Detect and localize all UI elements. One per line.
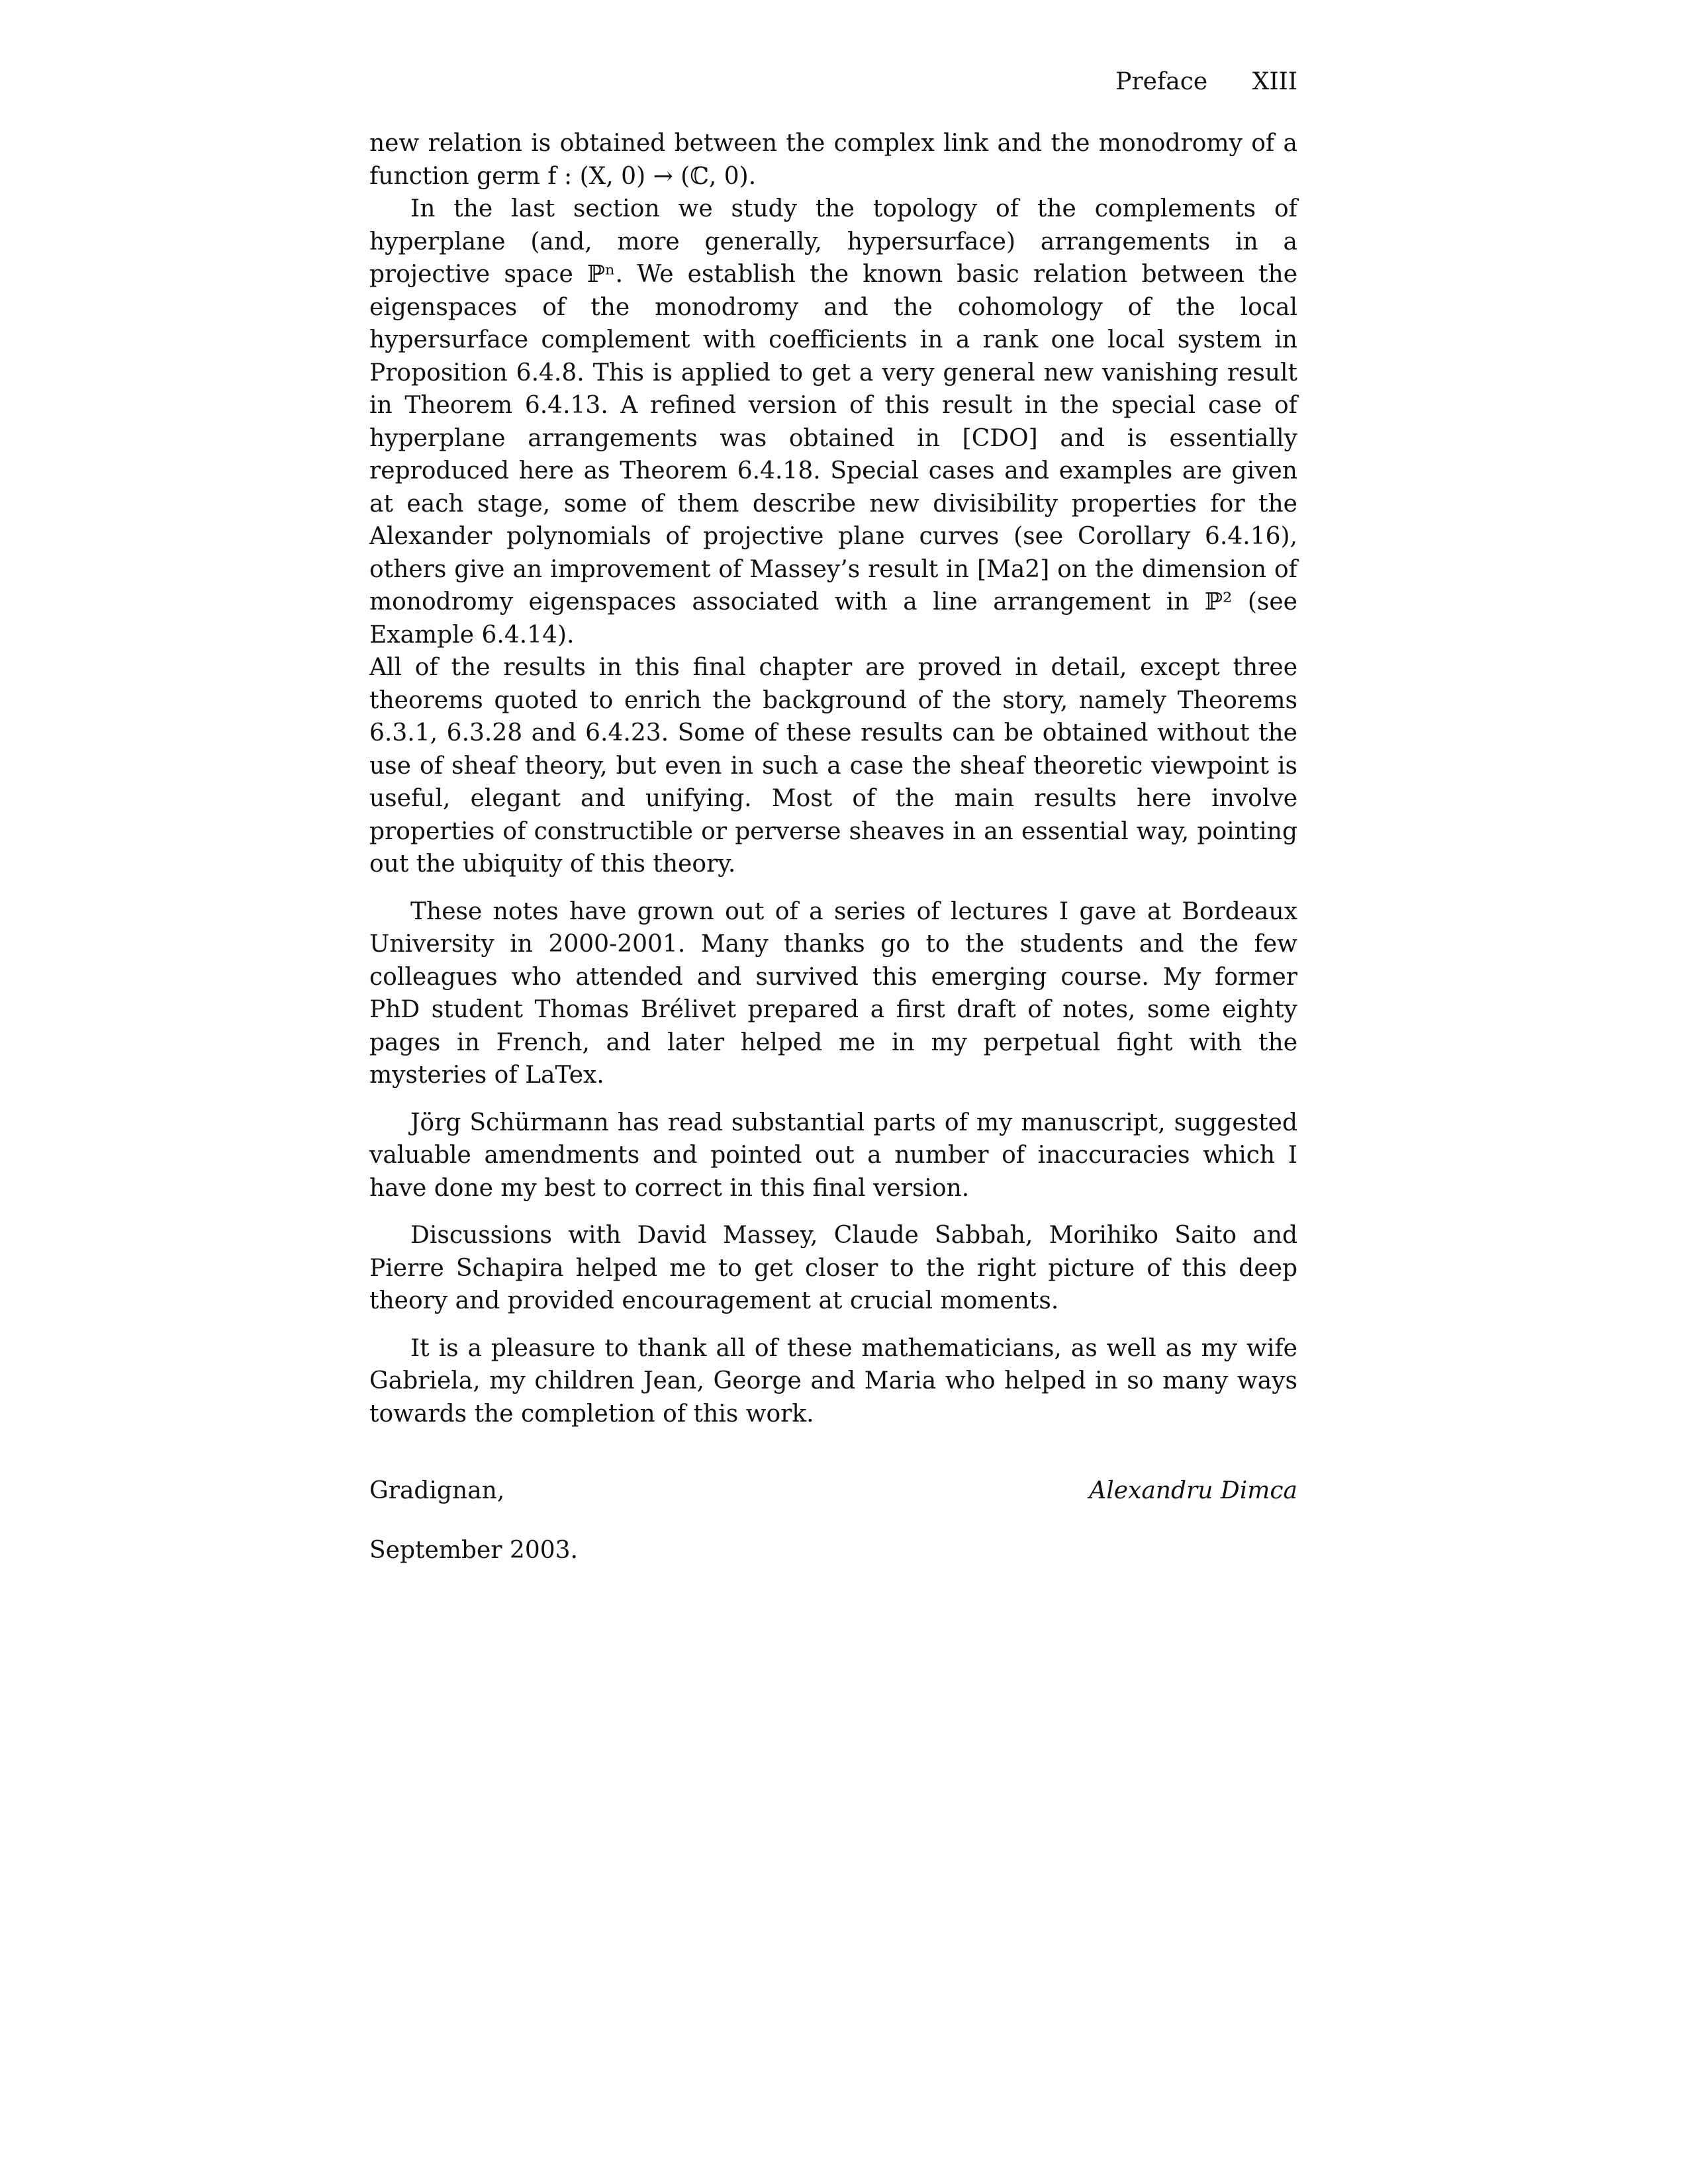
preface-body xyxy=(369,127,1297,1430)
section-title: Preface xyxy=(1115,68,1208,95)
signoff xyxy=(369,1475,1297,1567)
signoff-date: September 2003. xyxy=(369,1536,578,1564)
paragraph: Jörg Schürmann has read substantial parts of my manuscript, suggested valuable amendments and pointed out a number of inaccuracies which I have done my best to correct in this final version. xyxy=(369,1109,1297,1202)
signoff-place: Gradignan, xyxy=(369,1477,505,1504)
paragraph: In the last section we study the topology of the complements of hyperplane (and, more generally, hypersurface) arrangements in a projective space ℙⁿ. We establish the known basic relation between the eigenspaces of the monodromy and the cohomology of the local hypersurface complement with coefficients in a rank one local system in Proposition 6.4.8. This is applied to get a very general new vanishing result in Theorem 6.4.13. A refined version of this result in the special case of hyperplane arrangements was obtained in [CDO] and is essentially reproduced here as Theorem 6.4.18. Special cases and examples are given at each stage, some of them describe new divisibility properties for the Alexander polynomials of projective plane curves (see Corollary 6.4.16), others give an improvement of Massey’s result in [Ma2] on the dimension of monodromy eigenspaces associated with a line arrangement in ℙ² (see Example 6.4.14). xyxy=(369,195,1297,649)
running-head xyxy=(1115,66,1297,98)
paragraph: It is a pleasure to thank all of these mathematicians, as well as my wife Gabriela, my children Jean, George and Maria who helped in so many ways towards the completion of this work. xyxy=(369,1334,1297,1428)
author-name: Alexandru Dimca xyxy=(1089,1477,1297,1504)
page-number: XIII xyxy=(1252,68,1297,95)
paragraph: All of the results in this final chapter are proved in detail, except three theorems quoted to enrich the background of the story, namely Theorems 6.3.1, 6.3.28 and 6.4.23. Some of these results can be obtained without the use of sheaf theory, but even in such a case the sheaf theoretic viewpoint is useful, elegant and unifying. Most of the main results here involve properties of constructible or perverse sheaves in an essential way, pointing out the ubiquity of this theory. xyxy=(369,654,1297,878)
paragraph: Discussions with David Massey, Claude Sabbah, Morihiko Saito and Pierre Schapira helped me to get closer to the right picture of this deep theory and provided encouragement at crucial moments. xyxy=(369,1222,1297,1314)
paragraph: These notes have grown out of a series of lectures I gave at Bordeaux University in 2000-2001. Many thanks go to the students and the few colleagues who attended and survived this emerging course. My former PhD student Thomas Brélivet prepared a first draft of notes, some eighty pages in French, and later helped me in my perpetual fight with the mysteries of LaTex. xyxy=(369,897,1297,1089)
paragraph: new relation is obtained between the complex link and the monodromy of a function germ f : (X, 0) → (ℂ, 0). xyxy=(369,130,1297,190)
